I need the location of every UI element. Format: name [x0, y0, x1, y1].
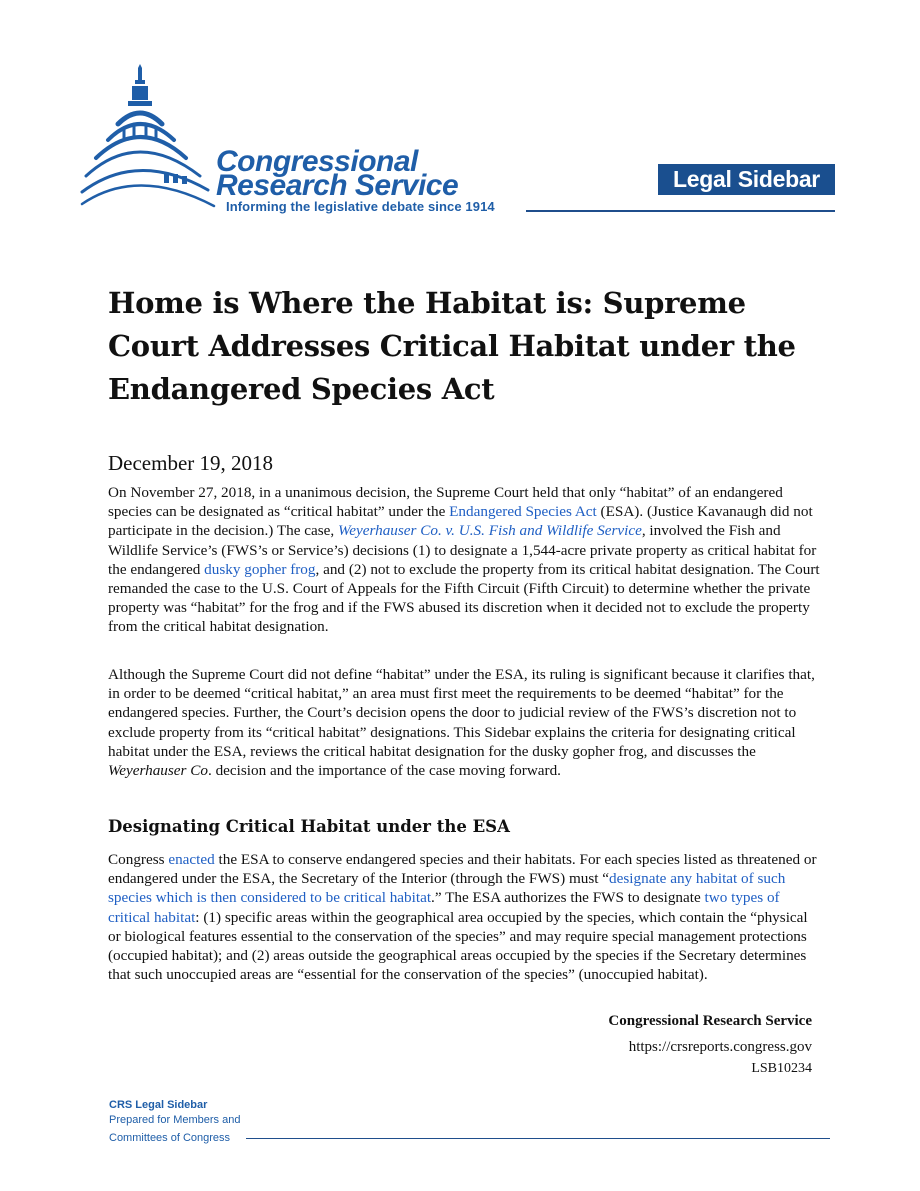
section-heading: Designating Critical Habitat under the ESA [108, 817, 510, 836]
link-two-types-critical-habitat[interactable]: two types of critical habitat [108, 889, 780, 926]
footer-url: https://crsreports.congress.gov [628, 1039, 812, 1055]
text-run: , and (2) not to exclude the property from its critical habitat designation. The Court remanded the case to the U.S. Court of Appeals for the Fifth Circuit (Fifth Circuit) to determine whether the private property was “habitat” for the frog and if the FWS abused its discretion when it decided not to exclude the property from the critical habitat designation. [108, 560, 820, 636]
bottom-divider [246, 1138, 830, 1139]
document-date: December 19, 2018 [108, 451, 274, 475]
body-paragraph-1 [108, 483, 820, 637]
crs-capitol-dome-logo [78, 62, 218, 217]
text-run: the ESA to conserve endangered species and their habitats. For each species listed as threatened or endangered under the ESA, the Secretary of the Interior (through the FWS) must “ [108, 851, 817, 888]
text-run: .” The ESA authorizes the FWS to designate [431, 889, 705, 907]
body-paragraph-3 [108, 850, 820, 984]
case-name-italic: Weyerhauser Co [108, 762, 208, 780]
text-run: Although the Supreme Court did not define “habitat” under the ESA, its ruling is significant because it clarifies that, in order to be deemed “critical habitat,” an area must first meet the requirements to be deemed “habitat” for the endangered species. Further, the Court’s decision opens the door to judicial review of the FWS’s discretion not to exclude property from its “critical habitat” designations. This Sidebar explains the criteria for designating critical habitat under the ESA, reviews the critical habitat designation for the dusky gopher frog, and discusses the [108, 666, 815, 760]
org-name-line2: Research Service [216, 169, 459, 202]
text-run: On November 27, 2018, in a unanimous decision, the Supreme Court held that only “habitat” of an endangered species can be designated as “critical habitat” under the [108, 484, 783, 521]
link-endangered-species-act[interactable]: Endangered Species Act [449, 503, 597, 521]
org-tagline: Informing the legislative debate since 1914 [226, 199, 495, 214]
legal-sidebar-badge: Legal Sidebar [658, 164, 835, 195]
bottom-series-title: CRS Legal Sidebar [109, 1099, 208, 1111]
body-paragraph-2 [108, 665, 820, 780]
link-dusky-gopher-frog[interactable]: dusky gopher frog [204, 560, 316, 578]
text-run: : (1) specific areas within the geographical area occupied by the species, which contain the “physical or biological features essential to the conservation of the species” and may require special management protections (occupied habitat); and (2) areas outside the geographical areas occupied by the species if the Secretary determines that such unoccupied areas are “essential for the conservation of the species” (unoccupied habitat). [108, 908, 808, 984]
text-run: , involved the Fish and Wildlife Service’s (FWS’s or Service’s) decisions (1) to designate a 1,544-acre private property as critical habitat for the endangered [108, 522, 817, 578]
link-weyerhauser-case[interactable]: Weyerhauser Co. v. U.S. Fish and Wildlife Service [337, 522, 642, 540]
text-run: (ESA). (Justice Kavanaugh did not participate in the decision.) The case, [108, 503, 813, 540]
link-designate-habitat[interactable]: designate any habitat of such species which is then considered to be critical habitat [108, 870, 786, 907]
footer-org-name: Congressional Research Service [608, 1013, 812, 1029]
org-name-line1: Congressional [216, 145, 418, 178]
text-run: . decision and the importance of the case moving forward. [207, 762, 561, 780]
header-divider [526, 210, 835, 212]
text-run: Congress [108, 851, 169, 868]
bottom-committees: Committees of Congress [109, 1132, 231, 1144]
document-title: Home is Where the Habitat is: Supreme Court Addresses Critical Habitat under the Endangered Species Act [108, 286, 796, 406]
footer-report-id: LSB10234 [751, 1061, 812, 1076]
bottom-prepared-for: Prepared for Members and [109, 1114, 241, 1126]
link-enacted[interactable]: enacted [168, 851, 215, 868]
